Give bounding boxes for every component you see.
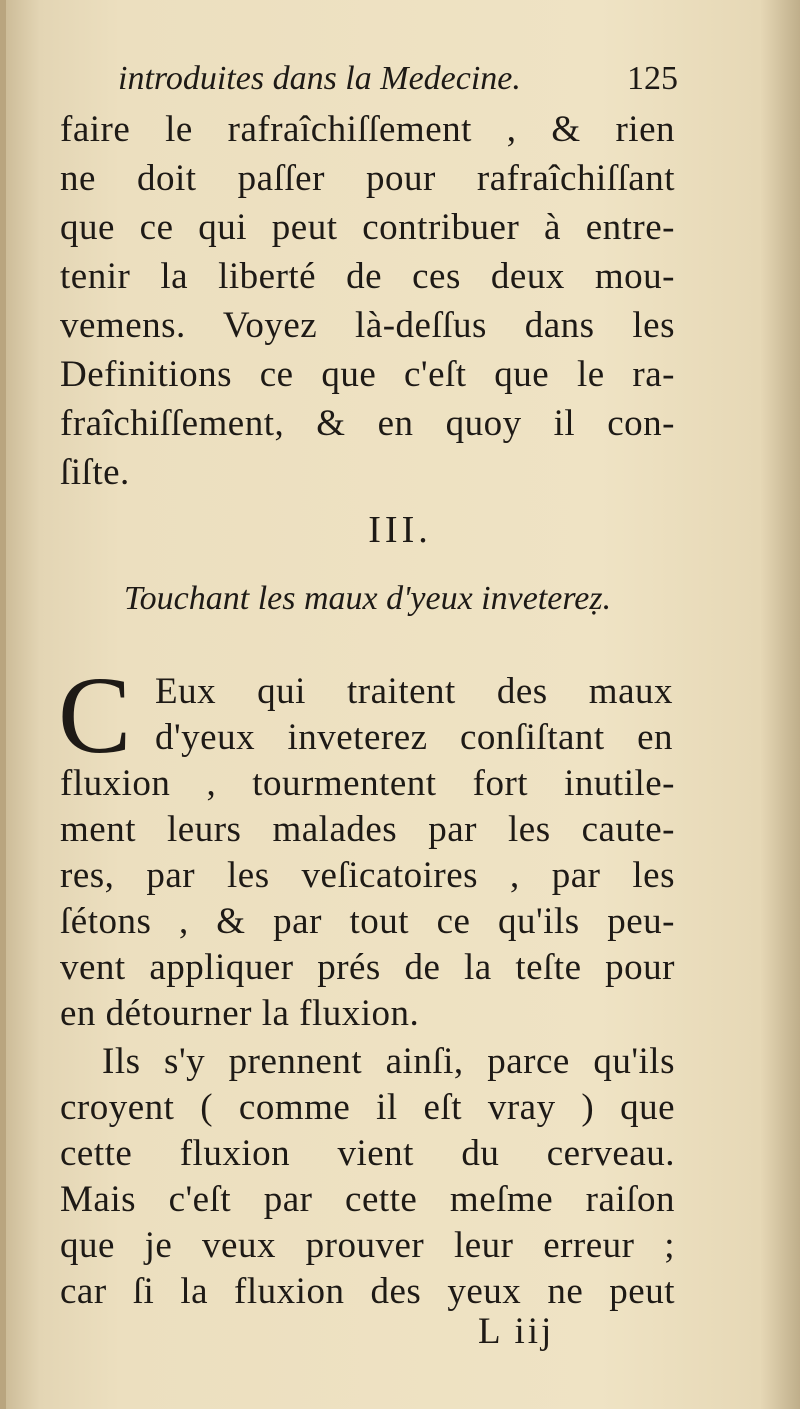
text-line: d'yeux inveterez conſiſtant en (155, 717, 673, 758)
text-line: Mais c'eſt par cette meſme raiſon (60, 1179, 675, 1220)
text-line: fluxion , tourmentent fort inutile- (60, 763, 675, 804)
section-number: III. (368, 509, 432, 551)
text-line: ſiſte. (60, 452, 130, 493)
section-title: Touchant les maux d'yeux invetereẓ. (123, 580, 612, 617)
text-line: Definitions ce que c'eſt que le ra- (60, 354, 675, 395)
text-line: ſétons , & par tout ce qu'ils peu- (60, 901, 675, 942)
text-line: tenir la liberté de ces deux mou- (60, 256, 675, 297)
text-line: vent appliquer prés de la teſte pour (60, 947, 675, 988)
running-header (118, 60, 678, 98)
text-line: que je veux prouver leur erreur ; (60, 1225, 675, 1266)
signature-mark: L iij (478, 1311, 555, 1352)
text-line: faire le rafraîchiſſement , & rien (60, 109, 675, 150)
drop-cap: C (58, 654, 132, 776)
text-line: en détourner la fluxion. (60, 993, 420, 1034)
text-line: fraîchiſſement, & en quoy il con- (60, 403, 675, 444)
text-line: Ils s'y prennent ainſi, parce qu'ils (102, 1041, 675, 1082)
text-line: croyent ( comme il eſt vray ) que (60, 1087, 675, 1128)
page-number: 125 (627, 60, 678, 97)
text-line: que ce qui peut contribuer à entre- (60, 207, 675, 248)
text-line: res, par les veſicatoires , par les (60, 855, 675, 896)
running-title: introduites dans la Medecine. (118, 60, 521, 97)
text-line: ment leurs malades par les caute- (60, 809, 675, 850)
text-line: Eux qui traitent des maux (155, 671, 673, 712)
text-line: vemens. Voyez là-deſſus dans les (60, 305, 675, 346)
text-line: car ſi la fluxion des yeux ne peut (60, 1271, 675, 1312)
text-line: cette fluxion vient du cerveau. (60, 1133, 675, 1174)
text-line: ne doit paſſer pour rafraîchiſſant (60, 158, 675, 199)
